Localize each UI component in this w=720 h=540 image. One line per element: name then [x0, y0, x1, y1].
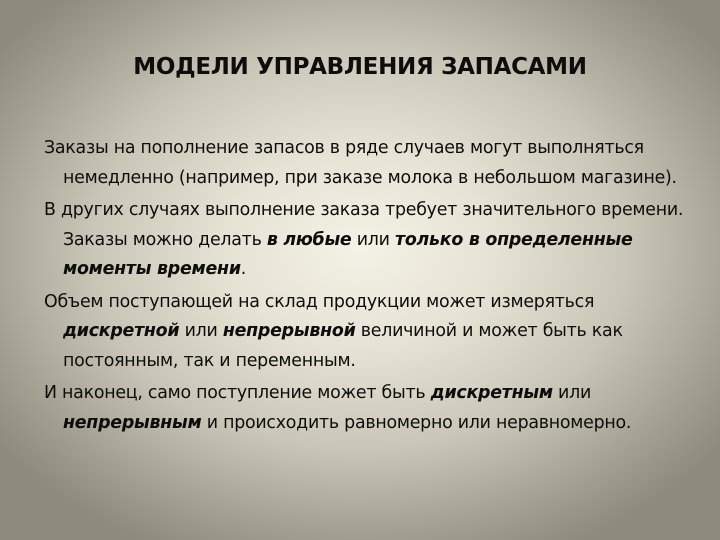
paragraph-text: или [179, 321, 223, 341]
emphasis-continuous: непрерывной [222, 321, 356, 341]
paragraph-text: величиной и может быть как постоянным, так и переменным. [63, 321, 623, 371]
paragraph-text: или [552, 383, 592, 403]
paragraph-text: В других случаях выполнение заказа требует значительного времени. Заказы можно делать [44, 200, 684, 250]
emphasis-any-time: в любые [266, 229, 352, 250]
paragraph-text: Объем поступающей на склад продукции может измеряться [44, 291, 595, 312]
slide-title: МОДЕЛИ УПРАВЛЕНИЯ ЗАПАСАМИ [133, 54, 587, 80]
paragraph-text: . [240, 259, 247, 279]
emphasis-discrete: дискретной [63, 321, 180, 341]
paragraph-order-timing [44, 196, 684, 285]
emphasis-continuous: непрерывным [63, 412, 202, 433]
emphasis-specific-moments: только в определенные моменты времени [63, 229, 633, 279]
emphasis-discrete: дискретным [430, 383, 553, 403]
paragraph-text: Заказы на пополнение запасов в ряде случаев могут выполняться немедленно (например, при заказе молока в небольшом магазине). [44, 138, 677, 188]
paragraph-text: или [351, 229, 395, 250]
paragraph-arrival-mode [44, 379, 684, 438]
paragraph-text: И наконец, само поступление может быть [44, 383, 431, 403]
slide-body [44, 134, 684, 441]
paragraph-immediate-orders [44, 134, 684, 193]
paragraph-text: и происходить равномерно или неравномерно. [201, 412, 632, 433]
paragraph-volume-measure [44, 288, 684, 377]
